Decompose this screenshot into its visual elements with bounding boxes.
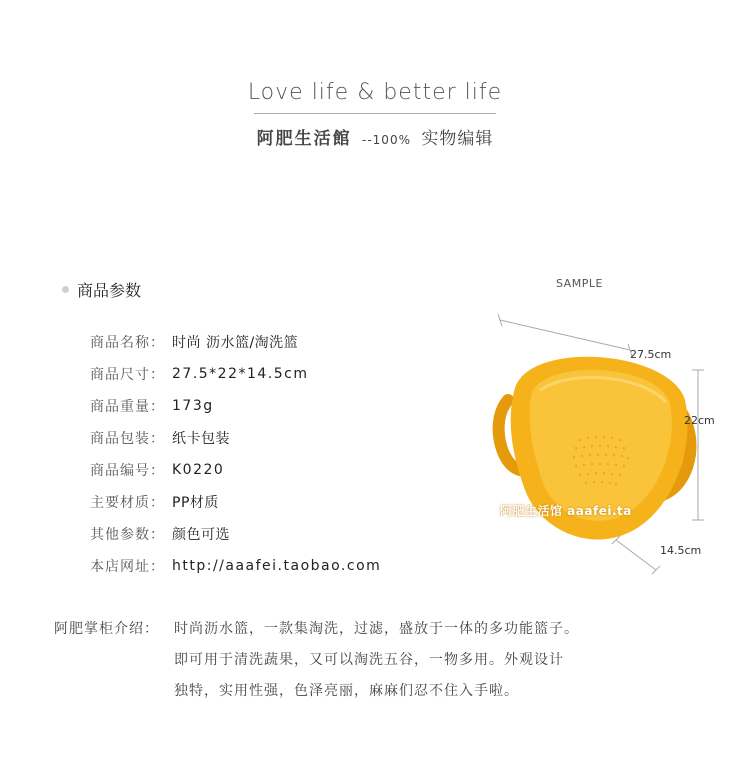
param-value: 时尚 沥水篮/淘洗篮 <box>172 335 299 351</box>
authenticity-note: --100% <box>362 133 411 147</box>
param-row-shop-url <box>90 550 381 582</box>
bullet-icon <box>62 286 69 293</box>
brand-line <box>0 124 750 149</box>
param-list <box>90 326 381 582</box>
param-row-other <box>90 518 381 550</box>
section-header <box>62 278 141 301</box>
shopkeeper-intro <box>54 612 579 705</box>
header-banner <box>0 0 750 180</box>
colander-illustration <box>470 270 740 590</box>
dim-height: 22cm <box>684 414 715 427</box>
param-value: 27.5*22*14.5cm <box>172 366 309 382</box>
param-value: PP材质 <box>172 495 219 511</box>
product-figure <box>470 270 740 590</box>
param-row-packaging <box>90 422 381 454</box>
param-key: 主要材质： <box>90 495 165 511</box>
param-value: 173g <box>172 398 214 414</box>
intro-label: 阿肥掌柜介绍： <box>54 620 159 637</box>
watermark: 阿肥生活馆 aaafei.ta <box>500 504 632 518</box>
param-row-sku <box>90 454 381 486</box>
sample-label: SAMPLE <box>556 277 603 290</box>
param-value: 颜色可选 <box>172 527 230 543</box>
intro-row <box>54 674 579 705</box>
param-row-size <box>90 358 381 390</box>
param-row-name <box>90 326 381 358</box>
param-key: 商品尺寸： <box>90 367 165 383</box>
shop-url-link[interactable]: http://aaafei.taobao.com <box>172 558 382 574</box>
dim-length: 27.5cm <box>630 348 672 361</box>
tagline: 实物编辑 <box>421 129 494 149</box>
section-title: 商品参数 <box>77 281 142 300</box>
dim-depth: 14.5cm <box>660 544 702 557</box>
param-key: 商品重量： <box>90 399 165 415</box>
param-key: 商品编号： <box>90 463 165 479</box>
intro-row <box>54 612 579 643</box>
param-row-material <box>90 486 381 518</box>
param-key: 本店网址： <box>90 559 165 575</box>
slogan-divider <box>254 113 496 114</box>
intro-line: 独特，实用性强，色泽亮丽，麻麻们忍不住入手啦。 <box>174 682 519 699</box>
param-key: 其他参数： <box>90 527 165 543</box>
intro-line: 时尚沥水篮，一款集淘洗，过滤，盛放于一体的多功能篮子。 <box>174 620 579 637</box>
intro-line: 即可用于清洗蔬果，又可以淘洗五谷，一物多用。外观设计 <box>174 651 564 668</box>
param-value: 纸卡包装 <box>172 431 230 447</box>
intro-row <box>54 643 579 674</box>
param-value: K0220 <box>172 462 225 478</box>
brand-name: 阿肥生活館 <box>256 129 352 149</box>
slogan: Love life & better life <box>247 80 503 105</box>
param-key: 商品包装： <box>90 431 165 447</box>
param-row-weight <box>90 390 381 422</box>
param-key: 商品名称： <box>90 335 165 351</box>
